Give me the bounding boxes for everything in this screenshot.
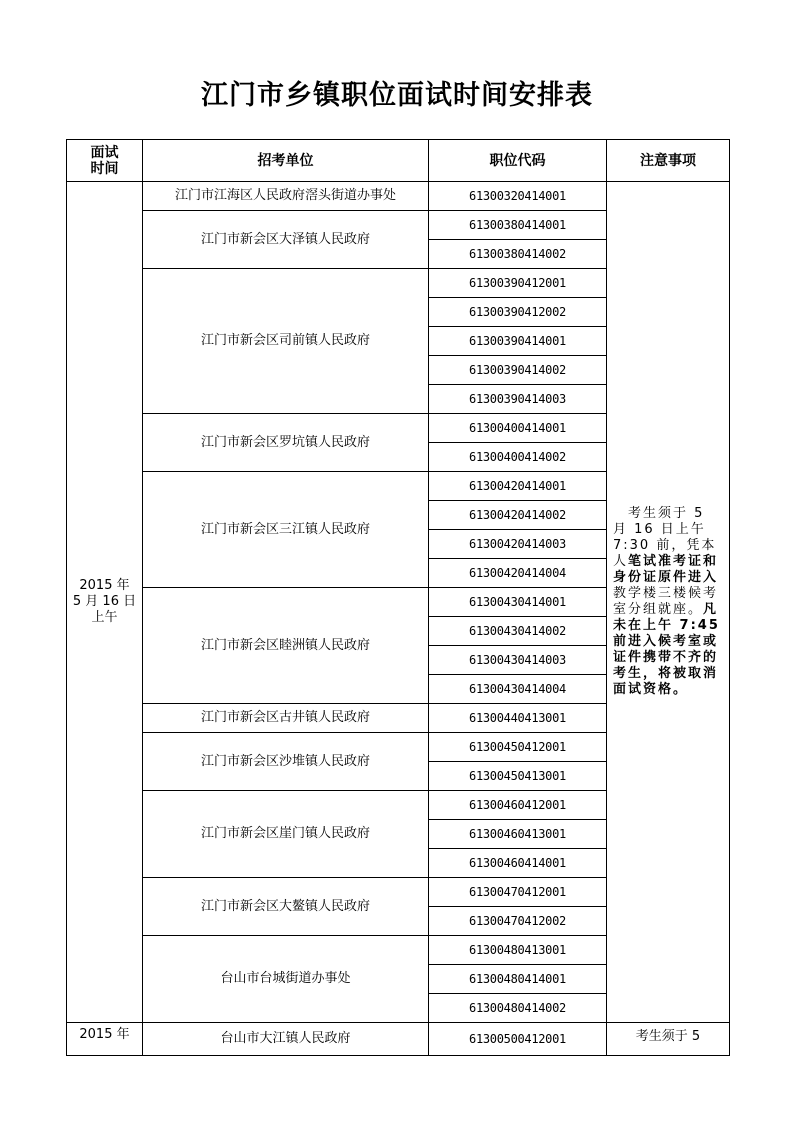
position-code-cell: 61300390414002	[429, 356, 607, 385]
unit-cell: 江门市新会区三江镇人民政府	[143, 472, 429, 588]
table-row	[67, 1023, 730, 1056]
unit-cell: 江门市新会区古井镇人民政府	[143, 704, 429, 733]
unit-cell: 江门市新会区罗坑镇人民政府	[143, 414, 429, 472]
position-code-cell: 61300420414001	[429, 472, 607, 501]
position-code-cell: 61300430414002	[429, 617, 607, 646]
notes-cell	[607, 182, 730, 1023]
position-code-cell: 61300460413001	[429, 820, 607, 849]
position-code-cell: 61300390414003	[429, 385, 607, 414]
unit-cell: 江门市新会区大泽镇人民政府	[143, 211, 429, 269]
position-code-cell: 61300480414001	[429, 965, 607, 994]
position-code-cell: 61300430414001	[429, 588, 607, 617]
header-unit: 招考单位	[143, 140, 429, 182]
unit-cell: 台山市台城街道办事处	[143, 936, 429, 1023]
position-code-cell: 61300430414003	[429, 646, 607, 675]
position-code-cell: 61300450413001	[429, 762, 607, 791]
position-code-cell: 61300400414002	[429, 443, 607, 472]
header-note: 注意事项	[607, 140, 730, 182]
position-code-cell: 61300500412001	[429, 1023, 607, 1056]
page-title: 江门市乡镇职位面试时间安排表	[201, 80, 593, 111]
position-code-cell: 61300480413001	[429, 936, 607, 965]
position-code-cell: 61300420414004	[429, 559, 607, 588]
header-interview-time	[67, 140, 143, 182]
position-code-cell: 61300320414001	[429, 182, 607, 211]
position-code-cell: 61300430414004	[429, 675, 607, 704]
position-code-cell: 61300420414002	[429, 501, 607, 530]
position-code-cell: 61300460414001	[429, 849, 607, 878]
header-time-line1: 面试	[90, 144, 119, 161]
time-year: 2015 年	[79, 578, 130, 593]
note-bold-text: 凡未在上午 7:45 前进入候考室或证件携带不齐的考生，将被取消面试资格。	[613, 602, 720, 697]
position-code-cell: 61300390412002	[429, 298, 607, 327]
position-code-cell: 61300460412001	[429, 791, 607, 820]
position-code-cell: 61300380414001	[429, 211, 607, 240]
notes-cell: 考生须于 5	[607, 1023, 730, 1056]
unit-cell: 台山市大江镇人民政府	[143, 1023, 429, 1056]
header-code: 职位代码	[429, 140, 607, 182]
position-code-cell: 61300400414001	[429, 414, 607, 443]
interview-time-cell	[67, 1023, 143, 1056]
table-row	[67, 182, 730, 211]
unit-cell: 江门市新会区司前镇人民政府	[143, 269, 429, 414]
position-code-cell: 61300420414003	[429, 530, 607, 559]
position-code-cell: 61300470412002	[429, 907, 607, 936]
position-code-cell: 61300390412001	[429, 269, 607, 298]
position-code-cell: 61300390414001	[429, 327, 607, 356]
interview-schedule-table	[66, 139, 730, 1056]
unit-cell: 江门市江海区人民政府滘头街道办事处	[143, 182, 429, 211]
time-date: 5 月 16 日	[72, 594, 137, 609]
note-bold-text: 笔试准考证和身份证原件进入	[613, 554, 719, 585]
position-code-cell: 61300380414002	[429, 240, 607, 269]
note-text: 教学楼三楼候考室分组就座。	[613, 586, 719, 617]
unit-cell: 江门市新会区睦洲镇人民政府	[143, 588, 429, 704]
position-code-cell: 61300480414002	[429, 994, 607, 1023]
table-header-row	[67, 140, 730, 182]
time-period: 上午	[91, 610, 118, 625]
unit-cell: 江门市新会区大鳌镇人民政府	[143, 878, 429, 936]
header-time-line2: 时间	[90, 160, 119, 177]
unit-cell: 江门市新会区沙堆镇人民政府	[143, 733, 429, 791]
position-code-cell: 61300470412001	[429, 878, 607, 907]
position-code-cell: 61300440413001	[429, 704, 607, 733]
time-year: 2015 年	[79, 1027, 130, 1042]
note-text: 考生须于 5 月 16 日上午 7:30 前，凭本人	[613, 506, 717, 569]
unit-cell: 江门市新会区崖门镇人民政府	[143, 791, 429, 878]
position-code-cell: 61300450412001	[429, 733, 607, 762]
interview-time-cell	[67, 182, 143, 1023]
